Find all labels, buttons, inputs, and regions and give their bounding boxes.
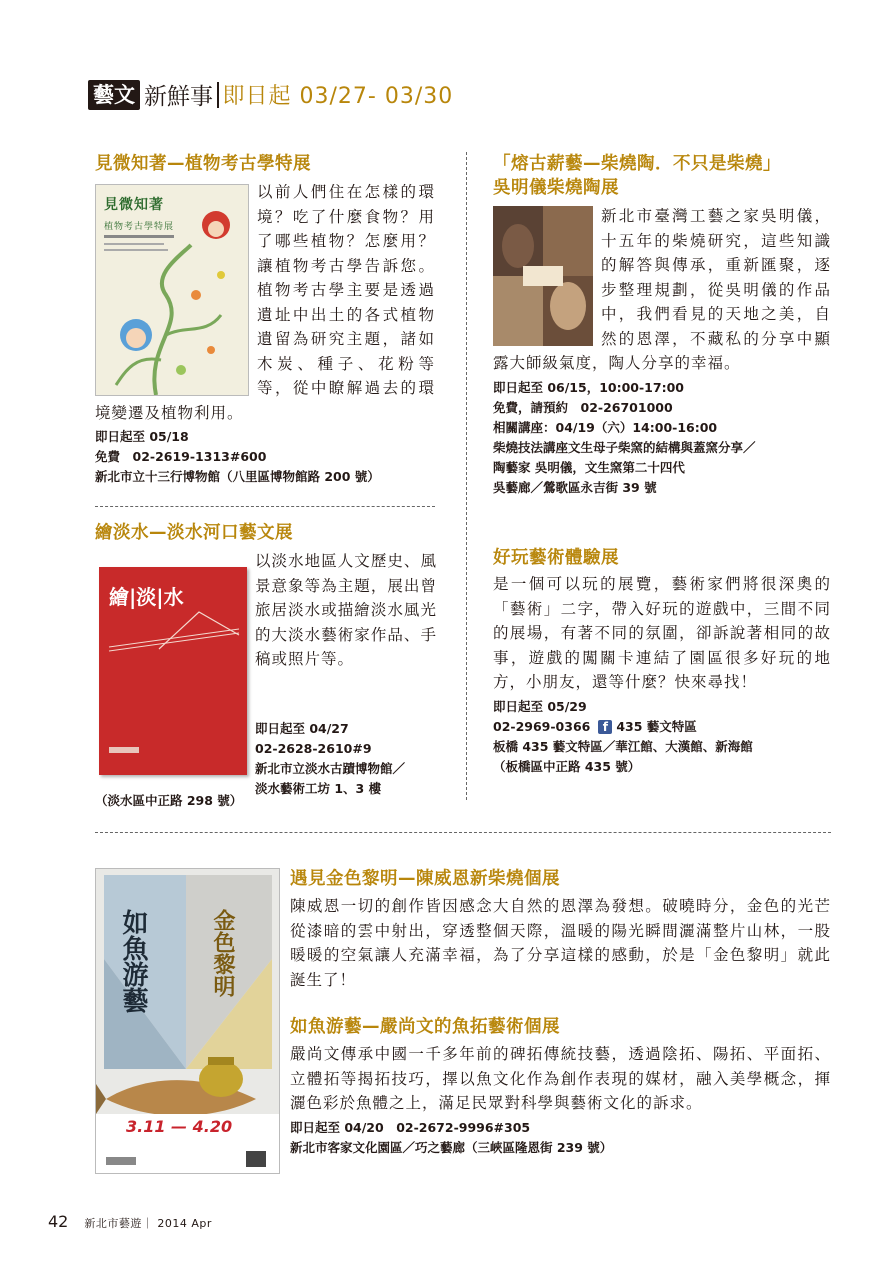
article-body: 以淡水地區人文歷史、風景意象等為主題，展出曾旅居淡水或描繪淡水風光的大淡水藝術家作品、手稿或照片等。 [255, 552, 437, 668]
article-title: 遇見金色黎明—陳威恩新柴燒個展 [290, 869, 560, 889]
article-body: 以前人們住在怎樣的環境？吃了什麼食物？用了哪些植物？怎麼用？讓植物考古學告訴您。植物考古學主要是透過遺址中出土的各式植物遺留為研究主題，諸如木炭、種子、花粉等等， [257, 183, 435, 397]
info-contact: 免費，請預約 02-26701000 [493, 399, 673, 415]
info-lecture: 相關講座：04/19（六）14:00-16:00 [493, 419, 718, 435]
poster-pottery [493, 206, 593, 346]
article-info [493, 697, 831, 777]
article-tamsui [95, 521, 440, 811]
article-title: 見微知著—植物考古學特展 [95, 154, 311, 174]
poster-subtitle: 植物考古學特展 [104, 222, 175, 232]
footer-label: 新北市藝遊｜ 2014 Apr [84, 1217, 212, 1230]
info-venue: 板橋 435 藝文特區／華江館、大漢館、新海館 [493, 738, 753, 754]
info-lecture-topic: 柴燒技法講座文生母子柴窯的結構與蓋窯分享／ [493, 439, 756, 455]
section-badge: 藝文 [88, 80, 140, 110]
article-title: 如魚游藝—嚴尚文的魚拓藝術個展 [290, 1017, 560, 1037]
article-title: 繪淡水—淡水河口藝文展 [95, 523, 293, 543]
poster-title: 繪|淡|水 [109, 585, 184, 609]
divider-dashed [95, 506, 435, 507]
article-plant-archaeology [95, 152, 435, 487]
facebook-icon[interactable]: f [598, 720, 612, 734]
header-divider [217, 82, 219, 108]
poster-title: 見微知著 [104, 197, 164, 213]
article-body: 陳威恩一切的創作皆因感念大自然的恩澤為發想。破曉時分，金色的光芒從漆暗的雲中射出，穿透整個天際，溫暖的陽光瞬間灑滿整片山林，一股暖暖的空氣讓人充滿幸福，為了分享這樣的感動，於是「金色黎明」就此誕生了！ [290, 897, 831, 989]
article-wood-fired-pottery [493, 152, 831, 498]
poster-tamsui [99, 567, 247, 775]
poster-plant-archaeology [95, 184, 249, 396]
article-body: 新北市臺灣工藝之家吳明儀，十五年的柴燒研究，這些知識的解答與傳承，重新匯聚，逐步整理規劃，從吳明儀的作品中，我們看見的天地之美，自然的恩澤，不藏私的分享中顯露大師級氣度，陶人分享的幸福。 [493, 207, 831, 372]
column-divider [466, 152, 467, 800]
header-dates: 即日起 03/27- 03/30 [222, 84, 454, 109]
info-lecturer: 陶藝家 吳明儀，文生窯第二十四代 [493, 459, 685, 475]
article-info [255, 719, 445, 799]
info-venue: 新北市立淡水古蹟博物館／ [255, 761, 406, 776]
info-venue: 新北市立十三行博物館（八里區博物館路 200 號） [95, 469, 380, 484]
article-fun-art [493, 546, 831, 777]
article-subtitle: 吳明儀柴燒陶展 [493, 178, 619, 198]
divider-dashed-full [95, 832, 831, 833]
info-venue: 吳藝廊／鶯歌區永吉街 39 號 [493, 479, 657, 495]
section-title: 新鮮事 [144, 84, 213, 110]
article-info [95, 427, 435, 487]
article-title: 好玩藝術體驗展 [493, 548, 619, 568]
info-address: （板橋區中正路 435 號） [493, 758, 641, 774]
article-title: 「熔古薪藝—柴燒陶．不只是柴燒」 [493, 154, 781, 174]
info-date: 即日起至 05/29 [493, 698, 587, 714]
facebook-page-link[interactable]: 435 藝文特區 [616, 718, 697, 734]
article-info [493, 378, 831, 498]
article-body-cont: 從中瞭解過去的環境變遷及植物利用。 [95, 379, 435, 422]
info-date: 即日起至 06/15，10:00-17:00 [493, 379, 684, 395]
info-venue: 新北市客家文化園區／巧之藝廊（三峽區隆恩街 239 號） [290, 1139, 613, 1155]
info-contact: 免費 02-2619-1313#600 [95, 449, 267, 464]
article-body: 是一個可以玩的展覽，藝術家們將很深奧的「藝術」二字，帶入好玩的遊戲中，三間不同的展場，有著不同的氛圍，卻訴說著相同的故事，遊戲的闖關卡連結了園區很多好玩的地方，小朋友，還等什麼？快來尋找！ [493, 575, 831, 691]
article-info [290, 1118, 831, 1158]
article-body: 嚴尚文傳承中國一千多年前的碑拓傳統技藝，透過陰拓、陽拓、平面拓、立體拓等揭拓技巧，擇以魚文化作為創作表現的媒材，融入美學概念，揮灑色彩於魚體之上，滿足民眾對科學與藝術文化的訴求。 [290, 1045, 831, 1112]
info-venue-floor: 淡水藝術工坊 1、3 樓 [255, 781, 382, 796]
info-address: （淡水區中正路 298 號） [95, 793, 243, 808]
poster-illustration [493, 206, 593, 346]
article-golden-dawn [290, 867, 831, 992]
page-header [88, 78, 453, 111]
info-contact: 02-2628-2610#9 [255, 741, 372, 756]
poster-left-title: 如魚游藝 [118, 909, 148, 1013]
info-date: 即日起至 05/18 [95, 429, 189, 444]
page-number: 42 [48, 1212, 69, 1231]
info-phone: 02-2969-0366 [493, 718, 591, 734]
page-footer [48, 1212, 212, 1231]
info-date-contact: 即日起至 04/20 02-2672-9996#305 [290, 1119, 531, 1135]
poster-right-title: 金色黎明 [210, 909, 235, 997]
poster-golden-dawn-fish-art [95, 868, 280, 1174]
poster-dates: 3.11 — 4.20 [126, 1117, 233, 1136]
article-fish-rubbing [290, 1015, 831, 1158]
info-date: 即日起至 04/27 [255, 721, 349, 736]
